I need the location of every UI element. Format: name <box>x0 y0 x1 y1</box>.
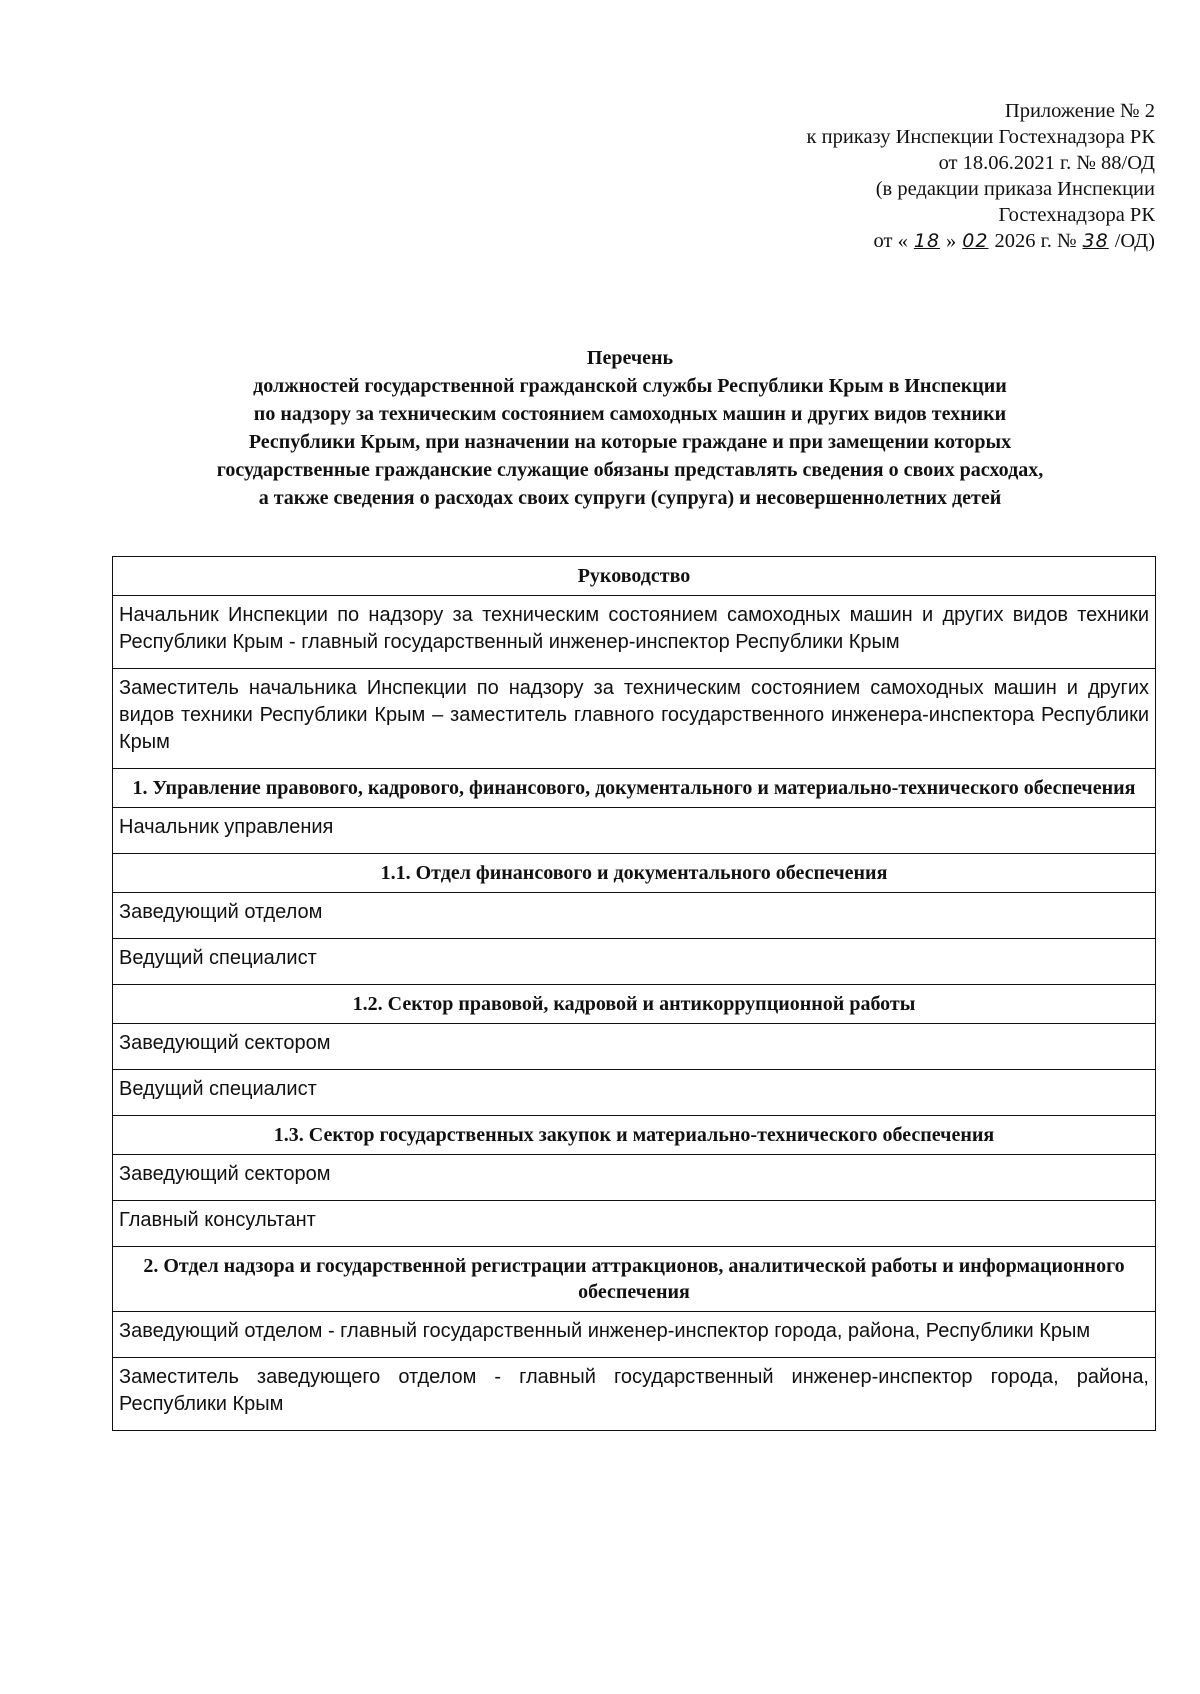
position-cell: Начальник управления <box>113 808 1156 854</box>
position-cell: Заместитель заведующего отделом - главный государственный инженер-инспектор города, района, Республики Крым <box>113 1358 1156 1431</box>
appendix-edition-note: (в редакции приказа Инспекции <box>875 178 1155 200</box>
table-row <box>113 596 1156 669</box>
table-row <box>113 1155 1156 1201</box>
appendix-number: Приложение № 2 <box>1004 100 1155 122</box>
position-cell: Ведущий специалист <box>113 1070 1156 1116</box>
section-heading: 1. Управление правового, кадрового, финансового, документального и материально-технического обеспечения <box>113 769 1156 808</box>
position-cell: Заместитель начальника Инспекции по надзору за техническим состоянием самоходных машин и других видов техники Республики Крым – заместитель главного государственного инженера-инспектора Республики Крым <box>113 669 1156 769</box>
position-cell: Заведующий сектором <box>113 1155 1156 1201</box>
date-year: 2026 г. № <box>994 230 1077 252</box>
table-row <box>113 1358 1156 1431</box>
handwritten-month: 02 <box>962 230 989 252</box>
section-heading: 2. Отдел надзора и государственной регистрации аттракционов, аналитической работы и информационного обеспечения <box>113 1247 1156 1312</box>
position-cell: Ведущий специалист <box>113 939 1156 985</box>
title-line: Перечень <box>586 347 674 369</box>
section-heading: 1.1. Отдел финансового и документального обеспечения <box>113 854 1156 893</box>
table-row <box>113 557 1156 596</box>
title-line: должностей государственной гражданской службы Республики Крым в Инспекции <box>253 375 1007 397</box>
date-prefix: от « <box>873 230 908 252</box>
handwritten-number: 38 <box>1082 230 1109 252</box>
section-heading: 1.2. Сектор правовой, кадровой и антикоррупционной работы <box>113 985 1156 1024</box>
table-row <box>113 808 1156 854</box>
appendix-order-date: от 18.06.2021 г. № 88/ОД <box>938 152 1155 174</box>
table-row <box>113 1024 1156 1070</box>
title-line: по надзору за техническим состоянием самоходных машин и других видов техники <box>253 403 1007 425</box>
title-line: а также сведения о расходах своих супруги (супруга) и несовершеннолетних детей <box>258 487 1002 509</box>
handwritten-day: 18 <box>913 230 941 252</box>
table-row <box>113 854 1156 893</box>
date-suffix: /ОД) <box>1114 230 1155 252</box>
date-mid: » <box>946 230 957 252</box>
position-cell: Начальник Инспекции по надзору за техническим состоянием самоходных машин и других видов техники Республики Крым - главный государственный инженер-инспектор Республики Крым <box>113 596 1156 669</box>
table-row <box>113 1247 1156 1312</box>
section-heading: 1.3. Сектор государственных закупок и материально-технического обеспечения <box>113 1116 1156 1155</box>
section-heading: Руководство <box>113 557 1156 596</box>
appendix-order-ref: к приказу Инспекции Гостехнадзора РК <box>806 126 1155 148</box>
title-line: государственные гражданские служащие обязаны представлять сведения о своих расходах, <box>216 459 1044 481</box>
table-row <box>113 1312 1156 1358</box>
position-cell: Заведующий сектором <box>113 1024 1156 1070</box>
table-row <box>113 669 1156 769</box>
table-row <box>113 1201 1156 1247</box>
table-row <box>113 769 1156 808</box>
table-row <box>113 1070 1156 1116</box>
position-cell: Главный консультант <box>113 1201 1156 1247</box>
appendix-edition-agency: Гостехнадзора РК <box>998 204 1155 226</box>
document-title <box>95 344 1165 512</box>
table-row <box>113 939 1156 985</box>
position-cell: Заведующий отделом <box>113 893 1156 939</box>
appendix-edition-date <box>735 228 1155 254</box>
table-row <box>113 1116 1156 1155</box>
title-line: Республики Крым, при назначении на которые граждане и при замещении которых <box>248 431 1012 453</box>
appendix-header <box>735 98 1155 254</box>
position-cell: Заведующий отделом - главный государственный инженер-инспектор города, района, Республики Крым <box>113 1312 1156 1358</box>
table-row <box>113 985 1156 1024</box>
positions-table <box>112 556 1156 1431</box>
table-row <box>113 893 1156 939</box>
